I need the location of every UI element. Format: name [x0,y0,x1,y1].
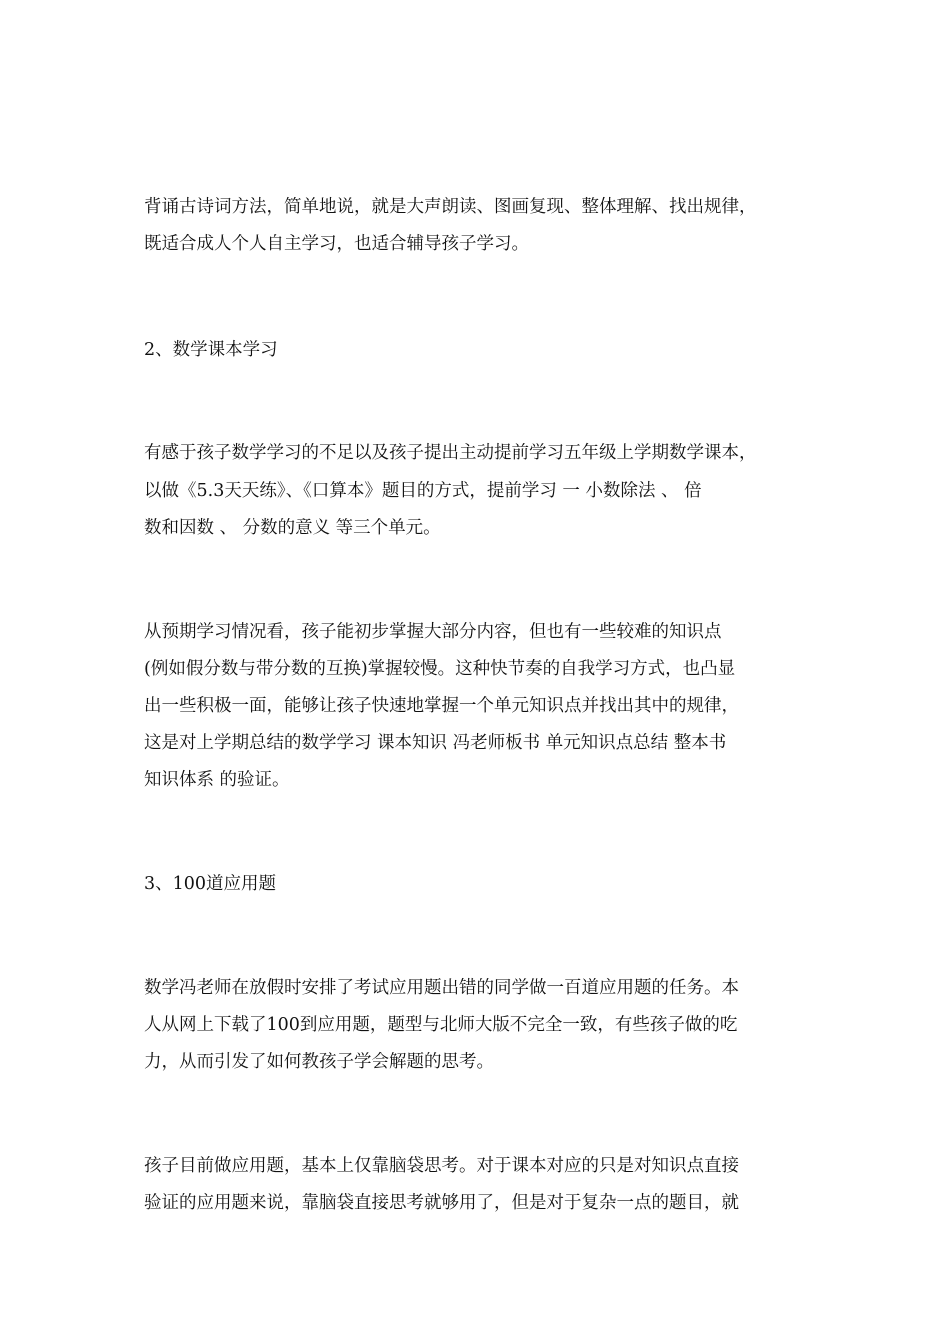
paragraph-5-line-2: 验证的应用题来说，靠脑袋直接思考就够用了，但是对于复杂一点的题目，就 [144,1193,739,1213]
paragraph-2-line-1: 有感于孩子数学学习的不足以及孩子提出主动提前学习五年级上学期数学课本， [144,443,757,463]
paragraph-4-line-2: 人从网上下载了100到应用题，题型与北师大版不完全一致，有些孩子做的吃 [144,1015,738,1035]
section-heading-2: 2、数学课本学习 [144,340,278,360]
paragraph-3-line-2: (例如假分数与带分数的互换)掌握较慢。这种快节奏的自我学习方式，也凸显 [144,659,736,679]
paragraph-5-line-1: 孩子目前做应用题，基本上仅靠脑袋思考。对于课本对应的只是对知识点直接 [144,1156,739,1176]
paragraph-1-line-1: 背诵古诗词方法，简单地说，就是大声朗读、图画复现、整体理解、找出规律， [144,197,757,217]
paragraph-1-line-2: 既适合成人个人自主学习，也适合辅导孩子学习。 [144,234,529,254]
paragraph-3-line-3: 出一些积极一面，能够让孩子快速地掌握一个单元知识点并找出其中的规律， [144,696,739,716]
paragraph-2-line-2: 以做《5.3天天练》、《口算本》题目的方式，提前学习 一 小数除法 、 倍 [144,481,702,501]
paragraph-4-line-3: 力，从而引发了如何教孩子学会解题的思考。 [144,1052,494,1072]
paragraph-2-line-3: 数和因数 、 分数的意义 等三个单元。 [144,518,441,538]
section-heading-3: 3、100道应用题 [144,874,277,894]
paragraph-3-line-4: 这是对上学期总结的数学学习 课本知识 冯老师板书 单元知识点总结 整本书 [144,733,727,753]
paragraph-3-line-5: 知识体系 的验证。 [144,770,290,790]
paragraph-3-line-1: 从预期学习情况看，孩子能初步掌握大部分内容，但也有一些较难的知识点 [144,622,722,642]
paragraph-4-line-1: 数学冯老师在放假时安排了考试应用题出错的同学做一百道应用题的任务。本 [144,978,739,998]
